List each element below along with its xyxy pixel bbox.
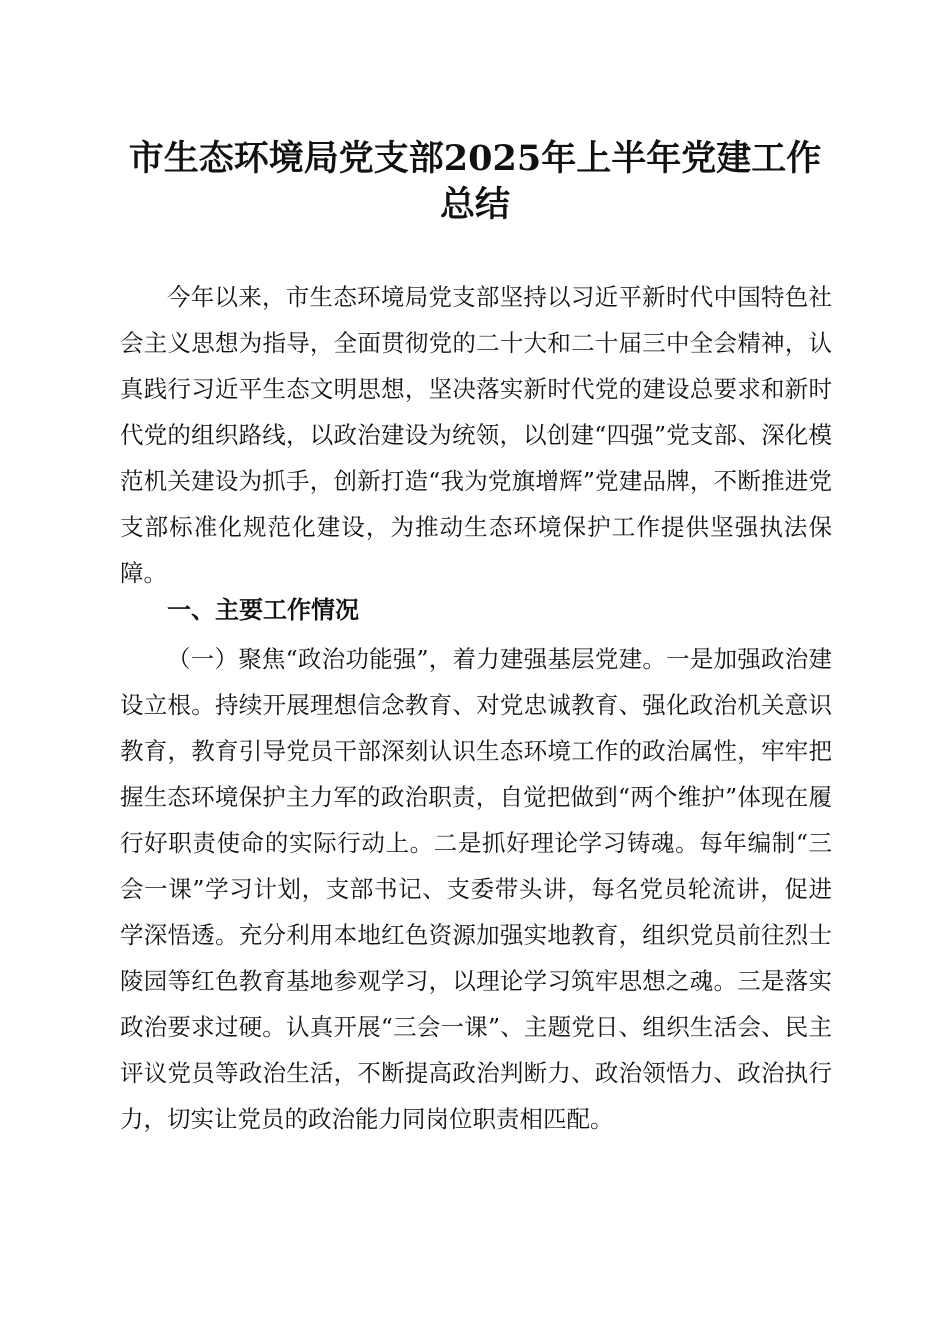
title-line-2: 总结 [439,184,510,225]
title-line-1: 市生态环境局党支部2025年上半年党建工作 [128,138,822,179]
section-paragraph-political-function: （一）聚焦“政治功能强”，着力建强基层党建。一是加强政治建设立根。持续开展理想信念教育、对党忠诚教育、强化政治机关意识教育，教育引导党员干部深刻认识生态环境工作的政治属性，牢牢把握生态环境保护主力军的政治职责，自觉把做到“两个维护”体现在履行好职责使命的实际行动上。二是抓好理论学习铸魂。每年编制“三会一课”学习计划，支部书记、支委带头讲，每名党员轮流讲，促进学深悟透。充分利用本地红色资源加强实地教育，组织党员前往烈士陵园等红色教育基地参观学习，以理论学习筑牢思想之魂。三是落实政治要求过硬。认真开展“三会一课”、主题党日、组织生活会、民主评议党员等政治生活，不断提高政治判断力、政治领悟力、政治执行力，切实让党员的政治能力同岗位职责相匹配。 [120,645,832,1133]
intro-paragraph: 今年以来，市生态环境局党支部坚持以习近平新时代中国特色社会主义思想为指导，全面贯彻党的二十大和二十届三中全会精神，认真践行习近平生态文明思想，坚决落实新时代党的建设总要求和新时代党的组织路线，以政治建设为统领，以创建“四强”党支部、深化模范机关建设为抓手，创新打造“我为党旗增辉”党建品牌，不断推进党支部标准化规范化建设，为推动生态环境保护工作提供坚强执法保障。 [120,283,832,587]
document-title [110,136,840,228]
section-heading-main-work: 一、主要工作情况 [167,595,359,624]
